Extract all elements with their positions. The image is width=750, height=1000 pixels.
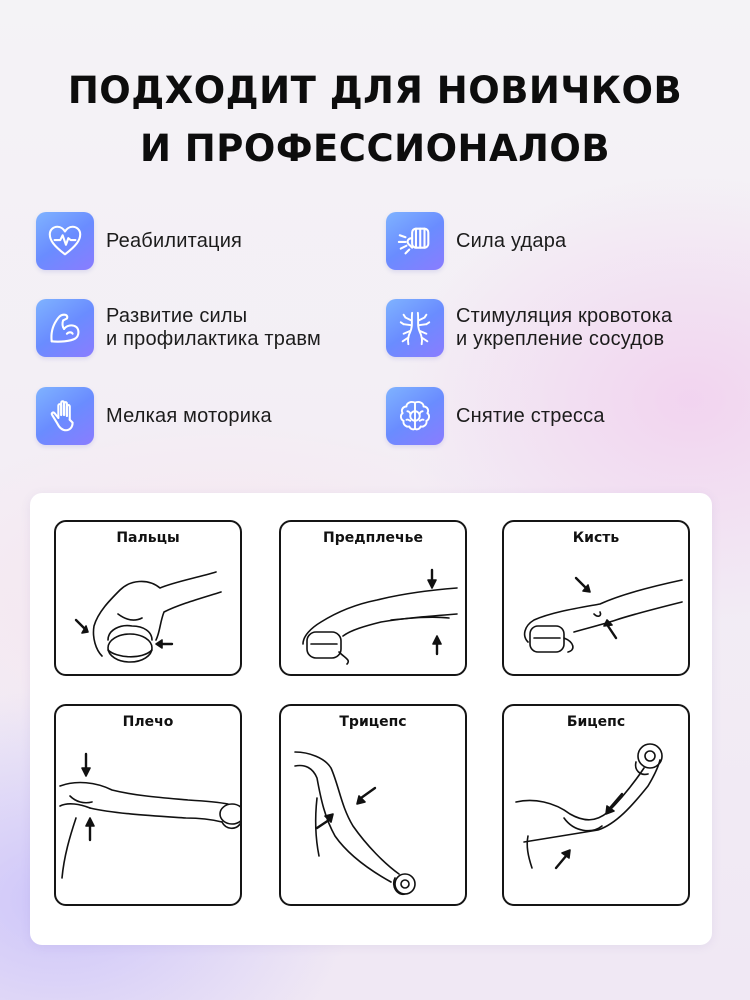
page-title: [0, 62, 750, 178]
blood-vessels-icon: [386, 299, 444, 357]
flexed-arm-icon: [36, 299, 94, 357]
panel-label: Пальцы: [116, 530, 180, 546]
fingers-illustration: [56, 522, 240, 674]
feature-text: Реабилитация: [106, 229, 243, 252]
panel-triceps: [279, 704, 467, 906]
panel-wrist: [502, 520, 690, 676]
feature-blood-flow: [386, 299, 672, 357]
title-line-2: И ПРОФЕССИОНАЛОВ: [139, 127, 611, 170]
shoulder-illustration: [56, 706, 240, 904]
title-line-1: ПОДХОДИТ ДЛЯ НОВИЧКОВ: [67, 69, 683, 112]
panel-label: Бицепс: [566, 714, 626, 730]
feature-stress-relief: [386, 387, 605, 445]
fist-punch-icon: [386, 212, 444, 270]
heart-pulse-icon: [36, 212, 94, 270]
feature-strength-injury: [36, 299, 321, 357]
panel-label: Трицепс: [339, 714, 407, 730]
triceps-illustration: [281, 706, 465, 904]
wrist-illustration: [504, 522, 688, 674]
panel-forearm: [279, 520, 467, 676]
exercise-card: [30, 493, 712, 945]
panel-label: Плечо: [122, 714, 174, 730]
forearm-illustration: [281, 522, 465, 674]
feature-text: Развитие силы и профилактика травм: [106, 305, 321, 350]
feature-rehabilitation: [36, 212, 242, 270]
feature-punch-power: [386, 212, 566, 270]
panel-label: Предплечье: [323, 530, 423, 546]
feature-text: Сила удара: [456, 229, 567, 252]
feature-text: Стимуляция кровотока и укрепление сосудов: [456, 305, 673, 350]
brain-icon: [386, 387, 444, 445]
panel-fingers: [54, 520, 242, 676]
feature-text: Снятие стресса: [456, 404, 605, 427]
panel-biceps: [502, 704, 690, 906]
panel-shoulder: [54, 704, 242, 906]
biceps-illustration: [504, 706, 688, 904]
open-hand-icon: [36, 387, 94, 445]
feature-fine-motor: [36, 387, 272, 445]
panel-label: Кисть: [572, 530, 620, 546]
feature-text: Мелкая моторика: [106, 404, 272, 427]
